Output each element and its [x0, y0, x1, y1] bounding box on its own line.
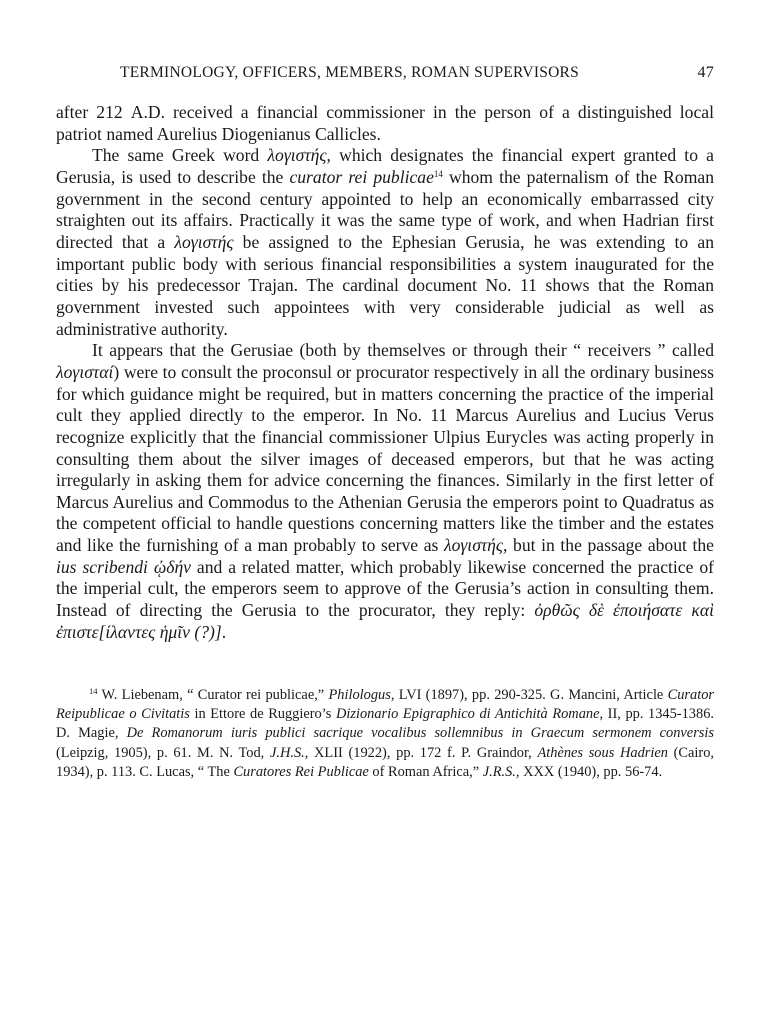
paragraph-2: The same Greek word λογιστής, which designates the financial expert granted to a Gerusia, is used to describe the curator rei publicae$^{14}$ whom the paternalism of the Roman government in the second century appointed to help an economically embarrassed city straighten out its affairs. Practically it was the same type of work, and when Hadrian first directed that a λογιστής be assigned to the Ephesian Gerusia, he was extending to an important public body with serious financial responsibilities a system inaugurated for the cities by his predecessor Trajan. The cardinal document No. 11 shows that the Roman government invested such appointees with very considerable judicial as well as administrative authority. — [56, 145, 714, 339]
greek-term: ᾠδήν — [153, 556, 191, 577]
greek-quotation: ὀρθῶς δὲ ἐποιήσατε καὶ ἐπιστε[ίλαντες ἡμῖν (?)] — [56, 600, 714, 642]
latin-term: ius scribendi — [56, 556, 148, 577]
footnotes — [56, 686, 714, 782]
body-text — [56, 102, 714, 643]
latin-term: curator rei publicae — [289, 166, 434, 187]
footnote-reference[interactable]: 14 — [433, 168, 443, 179]
greek-term: λογισταί — [56, 361, 114, 382]
page-number: 47 — [697, 64, 714, 81]
era-abbreviation: A.D. — [130, 102, 165, 122]
greek-term: λογιστής — [174, 231, 234, 252]
footnote-number: 14 — [89, 686, 98, 696]
greek-term: λογιστής — [267, 145, 327, 166]
footnote-14: $^{14}$ W. Liebenam, “ Curator rei publicae,” Philologus, LVI (1897), pp. 290-325. G. Mancini, Article Curator Reipublicae o Civitatis in Ettore de Ruggiero’s Dizionario Epigraphico di Antichità Romane, II, pp. 1345-1386. D. Magie, De Romanorum iuris publici sacrique vocalibus sollemnibus in Graecum sermonem conversis (Leipzig, 1905), p. 61. M. N. Tod, J.H.S., XLII (1922), pp. 172 f. P. Graindor, Athènes sous Hadrien (Cairo, 1934), p. 113. C. Lucas, “ The Curatores Rei Publicae of Roman Africa,” J.R.S., XXX (1940), pp. 56-74. — [56, 686, 714, 780]
running-header — [56, 64, 718, 88]
paragraph-3: It appears that the Gerusiae (both by themselves or through their “ receivers ” called λογισταί) were to consult the proconsul or procurator respectively in all the ordinary business for which guidance might be required, but in matters concerning the practice of the imperial cult they applied directly to the emperor. In No. 11 Marcus Aurelius and Lucius Verus recognize explicitly that the financial commissioner Ulpius Eurycles was acting properly in consulting them about the silver images of deceased emperors, but that he was acting irregularly in asking them for advice concerning the finances. Similarly in the first letter of Marcus Aurelius and Commodus to the Athenian Gerusia the emperors point to Quadratus as the competent official to handle questions concerning matters like the timber and the estates and like the furnishing of a man probably to serve as λογιστής, but in the passage about the ius scribendi ᾠδήν and a related matter, which probably likewise concerned the practice of the imperial cult, the emperors seem to approve of the Gerusia’s action in consulting them. Instead of directing the Gerusia to the procurator, they reply: ὀρθῶς δὲ ἐποιήσατε καὶ ἐπιστε[ίλαντες ἡμῖν (?)]. — [56, 340, 714, 642]
paragraph-1: after 212 A.D. received a financial commissioner in the person of a distinguished local patriot named Aurelius Diogenianus Callicles. — [56, 102, 714, 144]
running-title: TERMINOLOGY, OFFICERS, MEMBERS, ROMAN SUPERVISORS — [120, 64, 580, 81]
greek-term: λογιστής — [443, 535, 504, 556]
